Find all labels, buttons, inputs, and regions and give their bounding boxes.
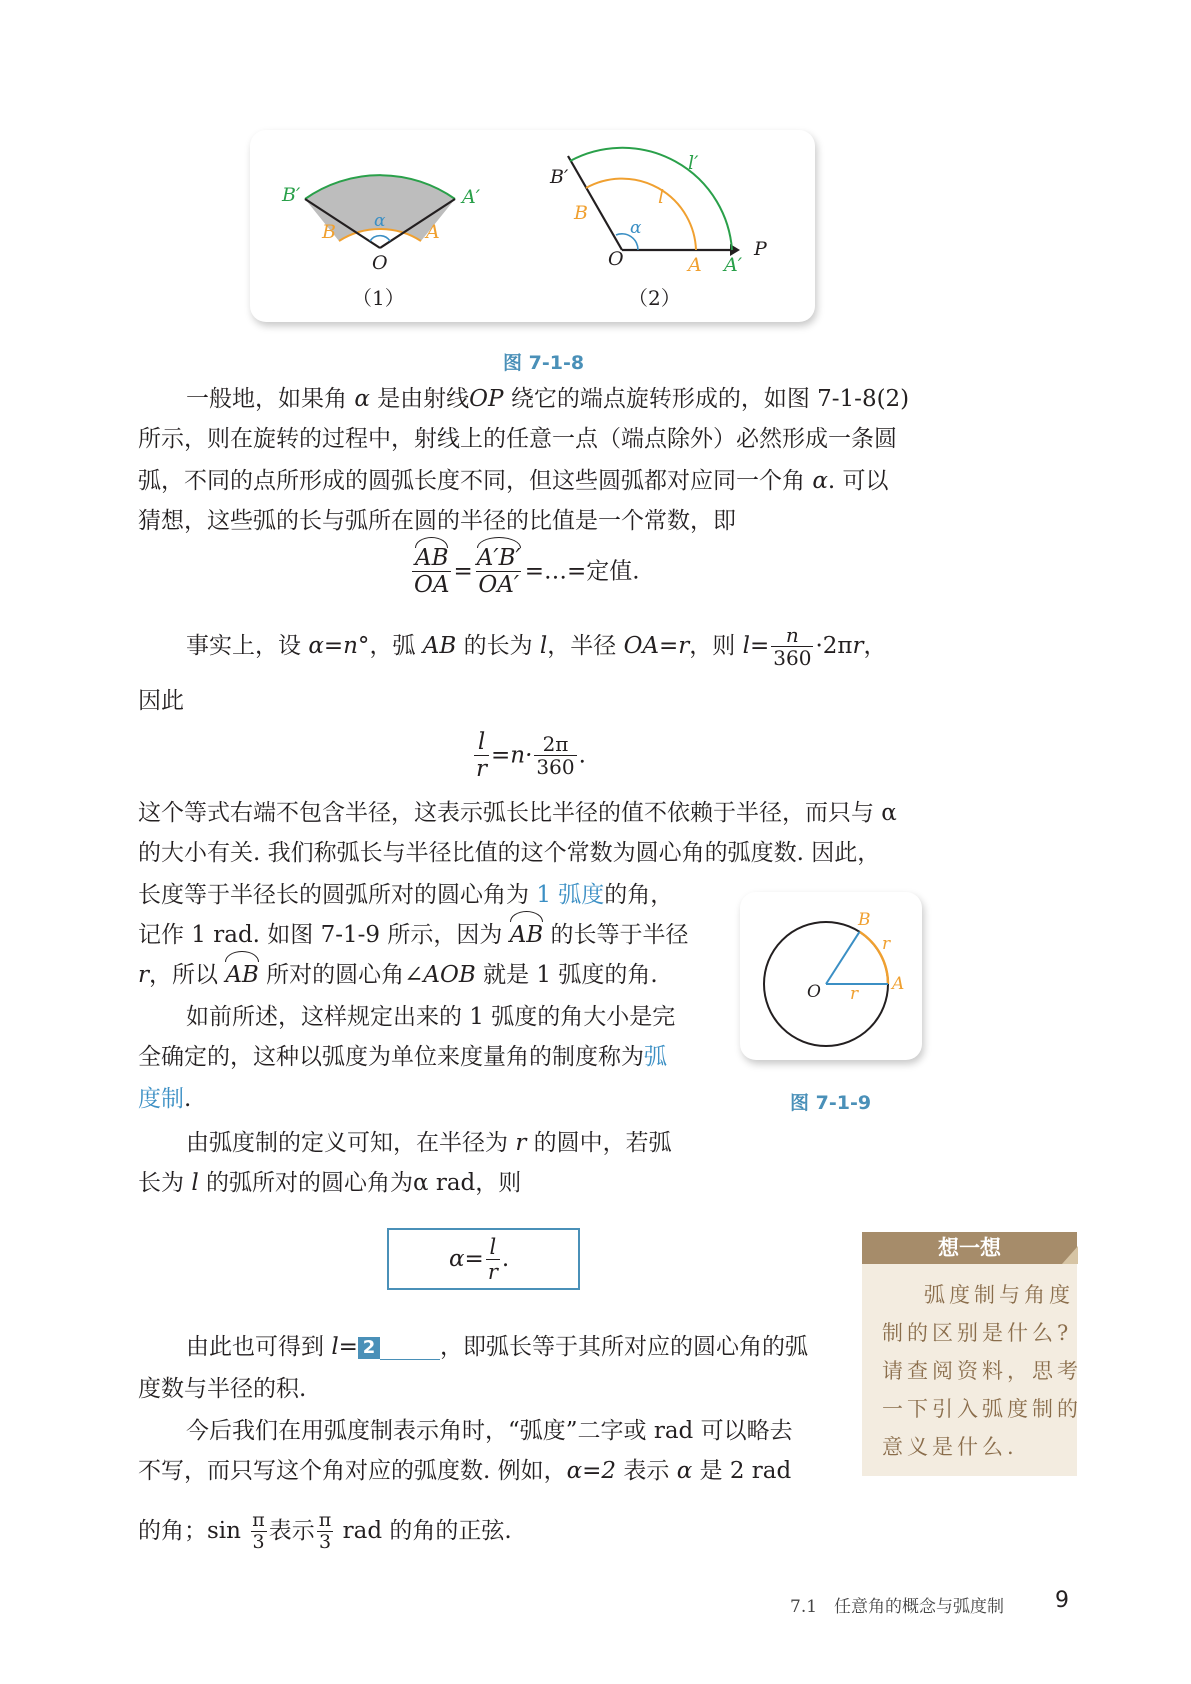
label-a-1: A xyxy=(426,221,440,243)
label-b-2: B xyxy=(574,202,588,224)
para5-line1: 由弧度制的定义可知，在半径为 r 的圆中，若弧 xyxy=(186,1130,672,1156)
para1-line4: 猜想，这些弧的长与弧所在圆的半径的比值是一个常数，即 xyxy=(138,508,736,534)
fill-blank-number: 2 xyxy=(358,1337,380,1359)
boxed-formula: α= $\frac{l}{r}$ . xyxy=(387,1228,580,1290)
label-p: P xyxy=(754,238,767,260)
subfig-label-2: （2） xyxy=(628,286,681,310)
para4-line1: 如前所述，这样规定出来的 1 弧度的角大小是完 xyxy=(186,1004,676,1030)
para2-line2: 因此 xyxy=(138,688,184,714)
label-l-prime: l′ xyxy=(688,152,699,174)
angle-mark xyxy=(370,236,390,241)
label-a-2: A xyxy=(688,254,702,276)
figure-7-1-9-caption: 图 7-1-9 xyxy=(790,1092,872,1114)
fig9-label-r-radius: r xyxy=(850,984,859,1004)
label-o-2: O xyxy=(608,248,624,270)
figure-7-1-8-caption: 图 7-1-8 xyxy=(503,352,585,374)
para1-line2: 所示，则在旋转的过程中，射线上的任意一点（端点除外）必然形成一条圆 xyxy=(138,426,897,452)
label-alpha-1: α xyxy=(374,211,386,231)
para4-line3: 度制. xyxy=(138,1086,192,1112)
para3-line4: 记作 1 rad. 如图 7-1-9 所示，因为 AB 的长等于半径 xyxy=(138,922,689,948)
sidebar-line-4: 一下引入弧度制的 xyxy=(882,1397,1082,1421)
label-o-1: O xyxy=(372,252,388,274)
fig9-label-b: B xyxy=(858,910,871,930)
para6-line2: 度数与半径的积. xyxy=(138,1376,307,1402)
footer-section-title: 7.1 任意角的概念与弧度制 xyxy=(790,1597,1005,1617)
para7-line3: 的角；sin $\frac{\pi}{3}$ 表示 $\frac{\pi}{3}$ rad 的角的正弦. xyxy=(138,1509,512,1553)
para7-line1: 今后我们在用弧度制表示角时，“弧度”二字或 rad 可以略去 xyxy=(186,1418,793,1444)
label-b-prime-1: B′ xyxy=(282,184,301,206)
para7-line2: 不写，而只写这个角对应的弧度数. 例如，α=2 表示 α 是 2 rad xyxy=(138,1458,792,1484)
page-number: 9 xyxy=(1055,1588,1069,1613)
fill-blank-field[interactable] xyxy=(380,1337,440,1360)
para3-line2: 的大小有关. 我们称弧长与半径比值的这个常数为圆心角的弧度数. 因此， xyxy=(138,840,881,866)
label-a-prime-1: A′ xyxy=(462,186,481,208)
figure-7-1-9-panel xyxy=(740,892,922,1060)
label-b-prime-2: B′ xyxy=(550,166,569,188)
para3-line5: r，所以 AB 所对的圆心角∠AOB 就是 1 弧度的角. xyxy=(138,962,658,988)
label-a-prime-2: A′ xyxy=(724,254,743,276)
figure-7-1-8-panel xyxy=(250,130,815,322)
label-alpha-2: α xyxy=(630,218,642,238)
para1-line3: 弧，不同的点所形成的圆弧长度不同，但这些圆弧都对应同一个角 α. 可以 xyxy=(138,468,889,494)
term-one-radian: 1 弧度 xyxy=(536,882,605,908)
sidebar-body xyxy=(862,1264,1082,1476)
sidebar-line-5: 意义是什么. xyxy=(882,1435,1018,1459)
sidebar-line-3: 请查阅资料，思考 xyxy=(882,1359,1082,1383)
para1-line1: 一般地，如果角 α 是由射线OP 绕它的端点旋转形成的，如图 7-1-8(2) xyxy=(186,386,910,412)
para3-line3: 长度等于半径长的圆弧所对的圆心角为 1 弧度的角， xyxy=(138,882,674,908)
fig9-label-r-arc: r xyxy=(882,934,891,954)
para5-line2: 长为 l 的弧所对的圆心角为α rad，则 xyxy=(138,1170,522,1196)
sidebar-title: 想一想 xyxy=(862,1232,1077,1264)
sidebar-line-1: 弧度制与角度 xyxy=(924,1283,1074,1307)
sidebar-line-2: 制的区别是什么? xyxy=(882,1321,1073,1345)
radius-ob xyxy=(826,932,860,984)
para2-line1: 事实上，设 α=n°，弧 AB 的长为 l，半径 OA=r，则 l= $\frac{n}{360}$ ·2πr， xyxy=(186,623,887,670)
subfig-label-1: （1） xyxy=(352,286,405,310)
para3-line1: 这个等式右端不包含半径，这表示弧长比半径的值不依赖于半径，而只与 α xyxy=(138,800,897,826)
label-b-1: B xyxy=(322,221,336,243)
formula-arc-ratio: $\frac{AB}{OA}$ = $\frac{A'B'}{OA'}$ =…=定值. xyxy=(414,545,640,599)
term-radian-system: 度制 xyxy=(138,1086,184,1112)
fig9-label-a: A xyxy=(892,974,905,994)
fig9-label-o: O xyxy=(807,982,821,1002)
para4-line2: 全确定的，这种以弧度为单位来度量角的制度称为弧 xyxy=(138,1044,667,1070)
formula-l-over-r: $\frac{l}{r}$ =n· $\frac{2\pi}{360}$ . xyxy=(476,729,586,783)
label-l: l xyxy=(658,186,665,208)
arc-l-prime-green xyxy=(570,148,732,250)
para6-line1: 由此也可得到 l= 2 ，即弧长等于其所对应的圆心角的弧 xyxy=(186,1334,808,1360)
